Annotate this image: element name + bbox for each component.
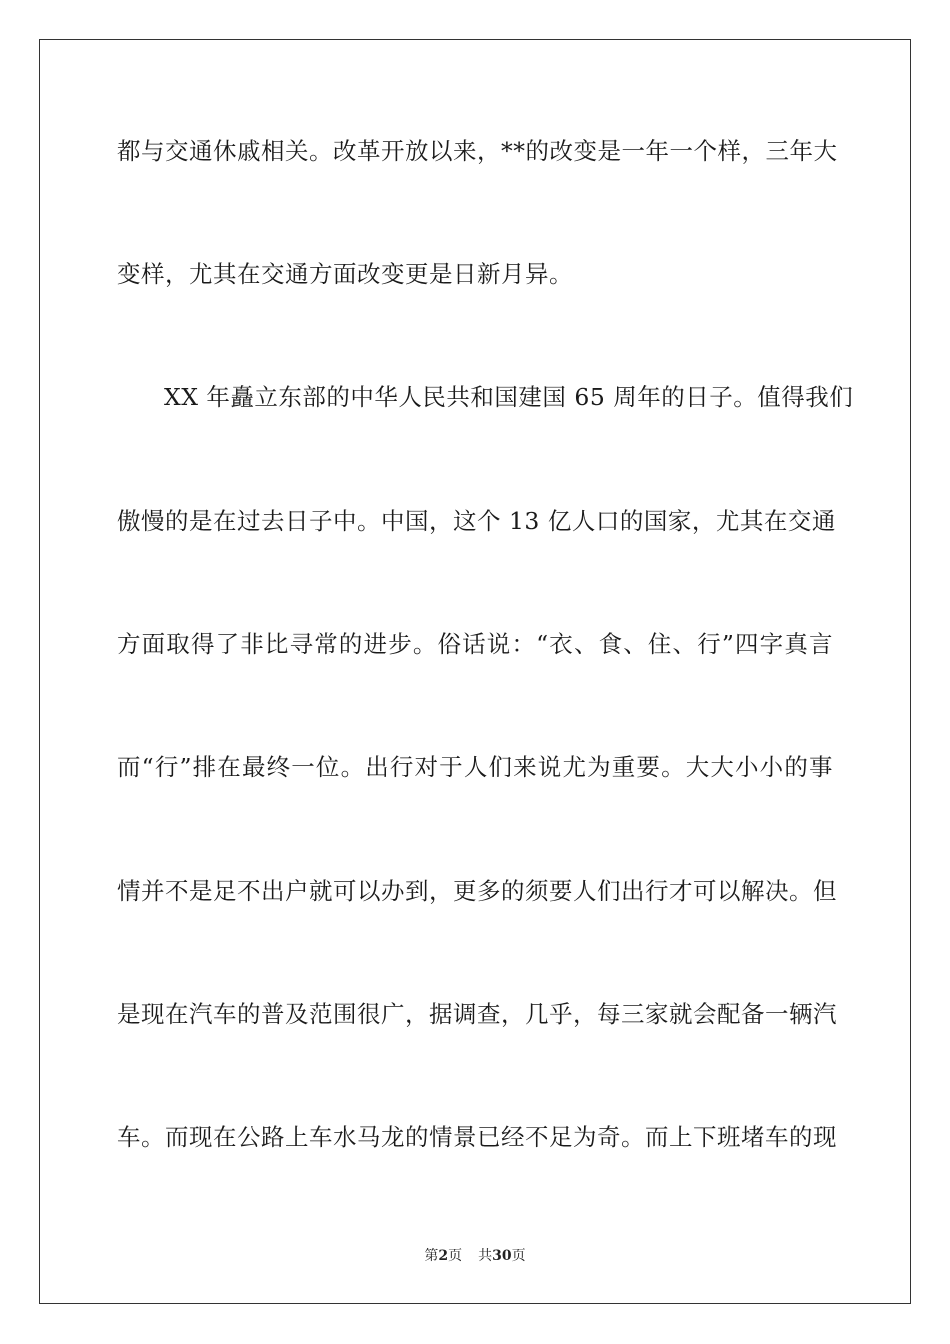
page-number: 2 — [438, 1248, 449, 1264]
body-line-1: 都与交通休戚相关。改革开放以来，**的改变是一年一个样，三年大 — [117, 137, 838, 165]
body-line-7: 情并不是足不出户就可以办到，更多的须要人们出行才可以解决。但 — [117, 877, 837, 905]
total-prefix: 共 — [478, 1248, 493, 1264]
body-line-8: 是现在汽车的普及范围很广，据调查，几乎，每三家就会配备一辆汽 — [117, 1000, 837, 1028]
page-frame — [39, 39, 911, 1304]
total-suffix: 页 — [511, 1248, 526, 1264]
body-line-9: 车。而现在公路上车水马龙的情景已经不足为奇。而上下班堵车的现 — [117, 1123, 837, 1151]
page-footer — [0, 1247, 950, 1265]
total-pages: 30 — [492, 1248, 512, 1264]
page-suffix: 页 — [448, 1248, 463, 1264]
body-line-6: 而“行”排在最终一位。出行对于人们来说尤为重要。大大小小的事 — [117, 753, 833, 781]
body-line-2: 变样，尤其在交通方面改变更是日新月异。 — [117, 260, 573, 288]
body-line-5: 方面取得了非比寻常的进步。俗话说：“衣、食、住、行”四字真言 — [117, 630, 833, 658]
body-line-4: 傲慢的是在过去日子中。中国，这个 13 亿人口的国家，尤其在交通 — [117, 507, 836, 535]
body-line-3: XX 年矗立东部的中华人民共和国建国 65 周年的日子。值得我们 — [164, 383, 854, 411]
page-prefix: 第 — [424, 1248, 439, 1264]
